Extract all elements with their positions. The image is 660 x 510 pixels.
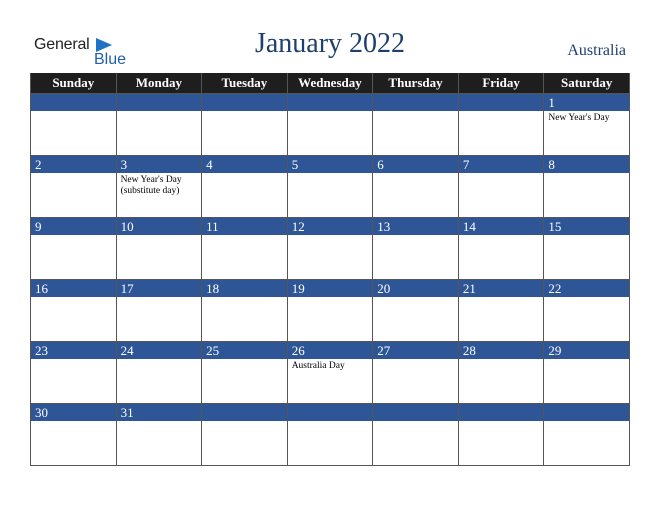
day-cell	[458, 156, 544, 218]
day-cell	[373, 404, 459, 466]
day-cell	[31, 156, 117, 218]
day-cell	[116, 156, 202, 218]
day-number: 8	[544, 156, 629, 173]
day-number: 22	[544, 280, 629, 297]
day-number	[117, 94, 202, 111]
day-number	[202, 94, 287, 111]
day-cell	[202, 342, 288, 404]
day-cell	[287, 218, 373, 280]
day-cell	[373, 280, 459, 342]
holiday-label: New Year's Day (substitute day)	[120, 175, 182, 196]
day-cell	[116, 218, 202, 280]
day-number: 21	[459, 280, 544, 297]
day-number: 14	[459, 218, 544, 235]
weekday-header: Thursday	[373, 73, 459, 94]
day-number: 17	[117, 280, 202, 297]
day-cell	[116, 404, 202, 466]
logo-word-blue: Blue	[94, 51, 127, 68]
day-number: 10	[117, 218, 202, 235]
day-cell	[287, 94, 373, 156]
day-number: 9	[31, 218, 116, 235]
day-cell	[458, 404, 544, 466]
day-cell	[116, 280, 202, 342]
day-cell	[202, 404, 288, 466]
day-number	[373, 94, 458, 111]
day-cell	[287, 404, 373, 466]
day-number: 13	[373, 218, 458, 235]
day-cell	[544, 94, 630, 156]
weekday-header: Tuesday	[202, 73, 288, 94]
day-cell	[202, 280, 288, 342]
weekday-header: Saturday	[544, 73, 630, 94]
country-label: Australia	[567, 42, 626, 59]
day-cell	[31, 342, 117, 404]
weekday-header: Sunday	[31, 73, 117, 94]
week-row	[31, 404, 630, 466]
day-cell	[202, 218, 288, 280]
weekday-header: Wednesday	[287, 73, 373, 94]
day-number: 19	[288, 280, 373, 297]
day-number	[31, 94, 116, 111]
day-number: 28	[459, 342, 544, 359]
day-cell	[31, 280, 117, 342]
day-number	[202, 404, 287, 421]
day-number: 20	[373, 280, 458, 297]
day-number: 29	[544, 342, 629, 359]
holiday-label: New Year's Day	[548, 113, 610, 123]
day-number	[544, 404, 629, 421]
day-cell	[287, 280, 373, 342]
day-number	[459, 94, 544, 111]
day-number: 12	[288, 218, 373, 235]
day-number	[288, 404, 373, 421]
logo-word-general: General	[34, 36, 90, 53]
day-number: 6	[373, 156, 458, 173]
month-calendar	[30, 73, 630, 466]
day-number	[373, 404, 458, 421]
day-number: 4	[202, 156, 287, 173]
week-row	[31, 94, 630, 156]
day-cell	[544, 156, 630, 218]
day-number	[459, 404, 544, 421]
day-number: 5	[288, 156, 373, 173]
week-row	[31, 280, 630, 342]
day-number: 25	[202, 342, 287, 359]
weekday-header-row	[31, 73, 630, 94]
weekday-header: Friday	[458, 73, 544, 94]
day-cell	[544, 404, 630, 466]
day-cell	[287, 156, 373, 218]
day-cell	[458, 94, 544, 156]
day-number: 15	[544, 218, 629, 235]
calendar-title: January 2022	[254, 28, 406, 59]
day-cell	[544, 342, 630, 404]
day-number: 1	[544, 94, 629, 111]
day-number: 3	[117, 156, 202, 173]
day-number: 2	[31, 156, 116, 173]
day-cell	[458, 342, 544, 404]
day-cell	[373, 218, 459, 280]
day-cell	[202, 156, 288, 218]
week-row	[31, 218, 630, 280]
day-number: 23	[31, 342, 116, 359]
week-row	[31, 156, 630, 218]
day-cell	[31, 404, 117, 466]
day-number: 11	[202, 218, 287, 235]
day-cell	[116, 94, 202, 156]
day-cell	[31, 94, 117, 156]
day-cell	[373, 94, 459, 156]
day-cell	[544, 218, 630, 280]
holiday-label: Australia Day	[291, 361, 345, 371]
day-cell	[202, 94, 288, 156]
day-number: 24	[117, 342, 202, 359]
day-number: 26	[288, 342, 373, 359]
day-cell	[116, 342, 202, 404]
weekday-header: Monday	[116, 73, 202, 94]
day-number: 18	[202, 280, 287, 297]
day-number: 7	[459, 156, 544, 173]
day-cell	[373, 156, 459, 218]
day-cell	[544, 280, 630, 342]
day-cell	[31, 218, 117, 280]
day-number: 16	[31, 280, 116, 297]
day-cell	[287, 342, 373, 404]
day-cell	[373, 342, 459, 404]
week-row	[31, 342, 630, 404]
day-number: 27	[373, 342, 458, 359]
day-cell	[458, 218, 544, 280]
day-cell	[458, 280, 544, 342]
day-number	[288, 94, 373, 111]
day-number: 31	[117, 404, 202, 421]
day-number: 30	[31, 404, 116, 421]
